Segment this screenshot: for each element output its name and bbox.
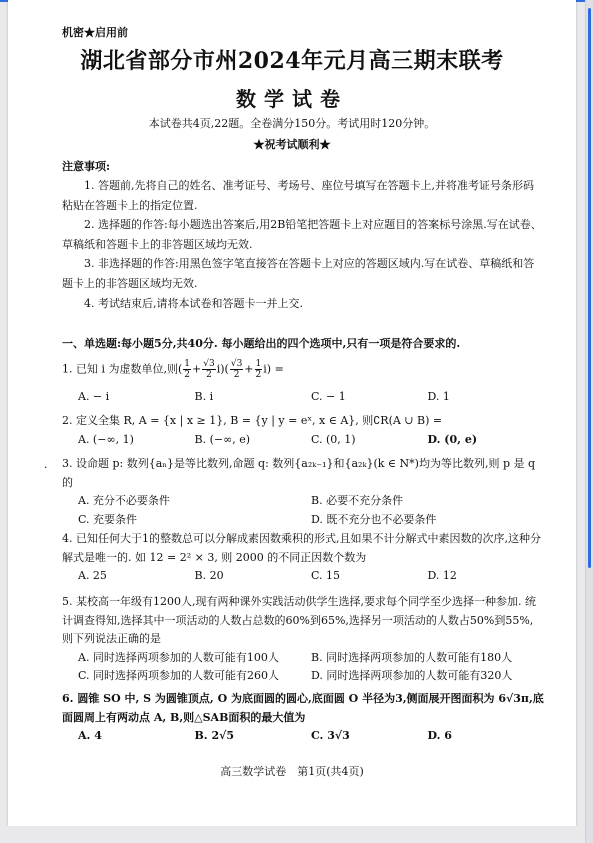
question-6 xyxy=(62,690,544,746)
fraction xyxy=(202,359,215,380)
option-a: A. 4 xyxy=(78,729,102,742)
vertical-scrollbar[interactable] xyxy=(585,0,593,843)
option-c: C. 15 xyxy=(311,569,341,582)
option-b: B. i xyxy=(194,390,214,403)
option-a: A. 同时选择两项参加的人数可能有100人 xyxy=(78,650,279,664)
horizontal-scrollbar[interactable] xyxy=(0,826,586,843)
note-item: 1. 答题前,先将自己的姓名、准考证号、考场号、座位号填写在答题卡上,并将准考证号条形码粘贴在答题卡上的指定位置. xyxy=(62,179,534,212)
option-c: C. − 1 xyxy=(311,390,346,403)
q1-stem-post: ) = xyxy=(266,362,284,376)
question-stem: 6. 圆锥 SO 中, S 为圆锥顶点, O 为底面圆的圆心,底面圆 O 半径为3,侧面展开图面积为 6√3π,底面圆周上有两动点 A, B,则△SAB面积的最大值为 xyxy=(62,692,544,724)
plus-sign: + xyxy=(192,362,202,376)
notes-list xyxy=(62,176,542,313)
q1-stem-pre: 1. 已知 i 为虚数单位,则( xyxy=(62,362,183,376)
option-row xyxy=(78,511,544,530)
question-stem: 2. 定义全集 R, A = {x | x ≥ 1}, B = {y | y = eˣ, x ∈ A}, 则∁R(A ∪ B) = xyxy=(62,414,443,427)
option-row xyxy=(78,492,544,511)
question-3 xyxy=(62,455,544,529)
question-stem: 3. 设命题 p: 数列{aₙ}是等比数列,命题 q: 数列{a₂ₖ₋₁}和{a₂ₖ}(k ∈ N*)均为等比数列,则 p 是 q 的 xyxy=(62,457,536,489)
option-a: A. − i xyxy=(78,390,110,403)
numerator: √3 xyxy=(203,359,215,369)
option-a: A. 充分不必要条件 xyxy=(78,494,170,507)
denominator: 2 xyxy=(233,370,240,380)
question-stem: 5. 某校高一年级有1200人,现有两种课外实践活动供学生选择,要求每个同学至少选择一种参加. 统计调查得知,选择其中一项活动的人数占总数的60%到65%,选择另一项活动的人数占50%到55%,则下列说法正确的是 xyxy=(62,595,536,645)
numerator: 1 xyxy=(255,359,262,369)
denominator: 2 xyxy=(255,370,262,380)
option-b: B. 必要不充分条件 xyxy=(311,494,404,507)
question-5 xyxy=(62,593,544,686)
fraction xyxy=(183,359,191,380)
option-c: C. 充要条件 xyxy=(78,512,138,526)
imag-unit: i xyxy=(263,362,267,376)
option-a: A. 25 xyxy=(78,569,107,582)
page-footer: 高三数学试卷 第1页(共4页) xyxy=(220,765,364,778)
confidential-label: 机密★启用前 xyxy=(62,26,128,39)
question-stem xyxy=(62,359,544,380)
note-item: 3. 非选择题的作答:用黑色签字笔直接答在答题卡上对应的答题区域内.写在试卷、草稿纸和答题卡上的非答题区域均无效. xyxy=(62,257,535,290)
option-d: D. 既不充分也不必要条件 xyxy=(311,512,437,526)
option-row xyxy=(78,388,544,407)
notes-heading: 注意事项: xyxy=(62,160,111,173)
option-d: D. (0, e) xyxy=(427,432,478,446)
option-row xyxy=(78,567,544,586)
option-b: B. 20 xyxy=(194,569,224,582)
denominator: 2 xyxy=(184,370,191,380)
option-d: D. 6 xyxy=(427,729,452,742)
exam-wish: ★祝考试顺利★ xyxy=(253,138,331,151)
stray-mark: . xyxy=(44,458,48,471)
exam-title: 湖北省部分市州2024年元月高三期末联考 xyxy=(80,48,504,74)
option-b: B. 2√5 xyxy=(194,729,234,742)
imag-unit: i)( xyxy=(216,362,229,376)
numerator: 1 xyxy=(184,359,191,369)
option-row xyxy=(78,649,544,668)
option-d: D. 12 xyxy=(427,569,457,582)
question-1 xyxy=(62,359,544,407)
question-2 xyxy=(62,412,544,449)
option-row xyxy=(78,667,544,686)
option-c: C. (0, 1) xyxy=(311,432,356,446)
option-a: A. (−∞, 1) xyxy=(78,432,134,446)
note-item: 2. 选择题的作答:每小题选出答案后,用2B铅笔把答题卡上对应题目的答案标号涂黑.写在试卷、草稿纸和答题卡上的非答题区域均无效. xyxy=(62,218,542,251)
fraction xyxy=(255,359,263,380)
option-d: D. 同时选择两项参加的人数可能有320人 xyxy=(311,669,513,682)
section-heading: 一、单选题:每小题5分,共40分. 每小题给出的四个选项中,只有一项是符合要求的. xyxy=(62,337,461,350)
numerator: √3 xyxy=(230,359,243,369)
option-d: D. 1 xyxy=(427,390,450,403)
exam-subject: 数学试卷 xyxy=(236,87,348,111)
option-b: B. 同时选择两项参加的人数可能有180人 xyxy=(311,650,513,664)
fraction xyxy=(230,359,243,380)
plus-sign: + xyxy=(244,362,254,376)
exam-info: 本试卷共4页,22题。全卷满分150分。考试用时120分钟。 xyxy=(148,117,436,130)
denominator: 2 xyxy=(206,370,212,380)
question-4 xyxy=(62,530,544,586)
option-c: C. 同时选择两项参加的人数可能有260人 xyxy=(78,669,280,682)
question-stem: 4. 已知任何大于1的整数总可以分解成素因数乘积的形式,且如果不计分解式中素因数的次序,这种分解式是唯一的. 如 12 = 2² × 3, 则 2000 的不同正因数个数为 xyxy=(62,532,541,564)
option-c: C. 3√3 xyxy=(311,729,350,742)
scrollbar-thumb[interactable] xyxy=(588,8,591,568)
note-item: 4. 考试结束后,请将本试卷和答题卡一并上交. xyxy=(84,296,303,310)
option-b: B. (−∞, e) xyxy=(194,432,251,446)
option-row xyxy=(78,727,544,746)
document-page xyxy=(8,0,576,826)
option-row xyxy=(78,431,544,450)
